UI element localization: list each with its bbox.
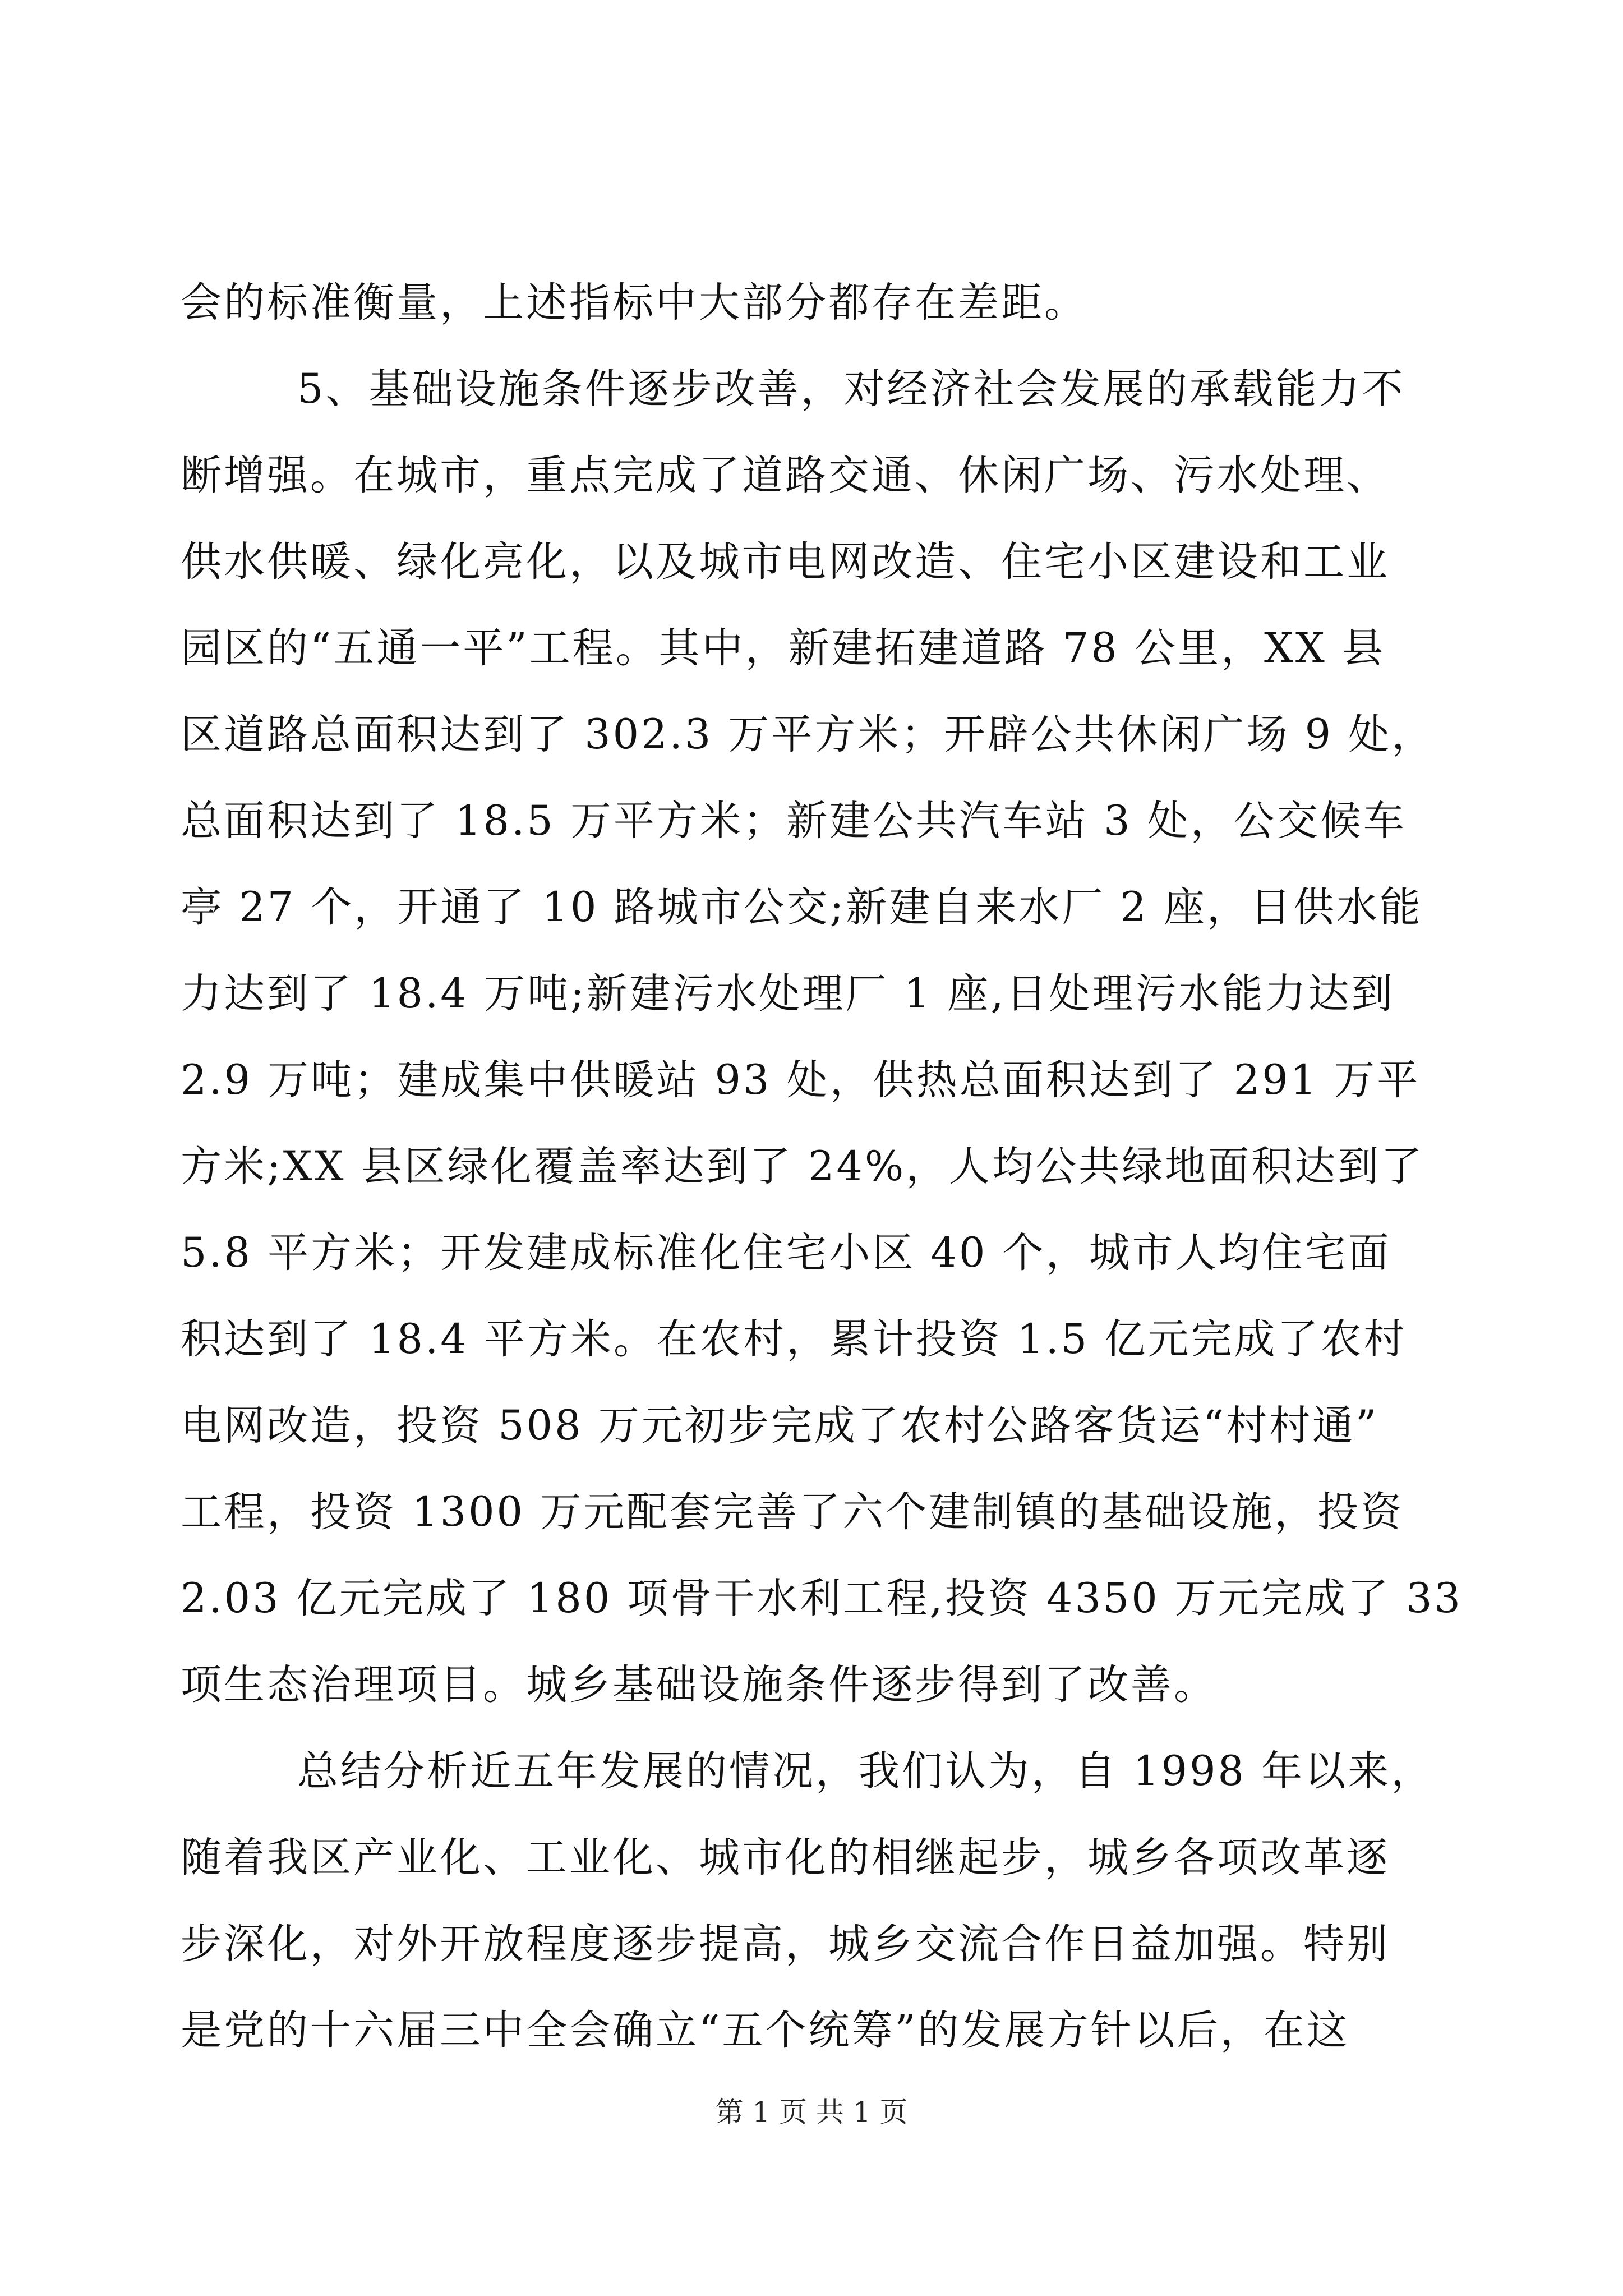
text-line: 断增强。在城市，重点完成了道路交通、休闲广场、污水处理、	[181, 452, 1390, 499]
text-line: 积达到了 18.4 平方米。在农村，累计投资 1.5 亿元完成了农村	[181, 1315, 1407, 1363]
text-line: 力达到了 18.4 万吨;新建污水处理厂 1 座,日处理污水能力达到	[181, 970, 1395, 1018]
text-line: 5.8 平方米；开发建成标准化住宅小区 40 个，城市人均住宅面	[181, 1229, 1391, 1277]
text-line: 5、基础设施条件逐步改善，对经济社会发展的承载能力不	[297, 365, 1405, 413]
text-line: 2.03 亿元完成了 180 项骨干水利工程,投资 4350 万元完成了 33	[181, 1575, 1463, 1622]
text-line: 总面积达到了 18.5 万平方米；新建公共汽车站 3 处，公交候车	[181, 797, 1407, 845]
text-line: 方米;XX 县区绿化覆盖率达到了 24%，人均公共绿地面积达到了	[181, 1143, 1424, 1190]
text-line: 供水供暖、绿化亮化，以及城市电网改造、住宅小区建设和工业	[181, 538, 1390, 586]
text-line: 步深化，对外开放程度逐步提高，城乡交流合作日益加强。特别	[181, 1920, 1390, 1968]
text-line: 随着我区产业化、工业化、城市化的相继起步，城乡各项改革逐	[181, 1834, 1390, 1881]
text-line: 2.9 万吨；建成集中供暖站 93 处，供热总面积达到了 291 万平	[181, 1056, 1421, 1104]
page-number-footer: 第 1 页 共 1 页	[715, 2096, 908, 2128]
text-line: 是党的十六届三中全会确立“五个统筹”的发展方针以后，在这	[181, 2007, 1350, 2054]
text-line: 区道路总面积达到了 302.3 万平方米；开辟公共休闲广场 9 处，	[181, 711, 1435, 758]
text-line: 总结分析近五年发展的情况，我们认为，自 1998 年以来，	[297, 1747, 1435, 1795]
text-line: 电网改造，投资 508 万元初步完成了农村公路客货运“村村通”	[181, 1402, 1379, 1450]
text-line: 工程，投资 1300 万元配套完善了六个建制镇的基础设施，投资	[181, 1488, 1404, 1536]
text-line: 亭 27 个，开通了 10 路城市公交;新建自来水厂 2 座，日供水能	[181, 884, 1423, 931]
text-line: 会的标准衡量，上述指标中大部分都存在差距。	[181, 279, 1087, 326]
text-line: 项生态治理项目。城乡基础设施条件逐步得到了改善。	[181, 1661, 1217, 1709]
text-line: 园区的“五通一平”工程。其中，新建拓建道路 78 公里，XX 县	[181, 624, 1386, 672]
